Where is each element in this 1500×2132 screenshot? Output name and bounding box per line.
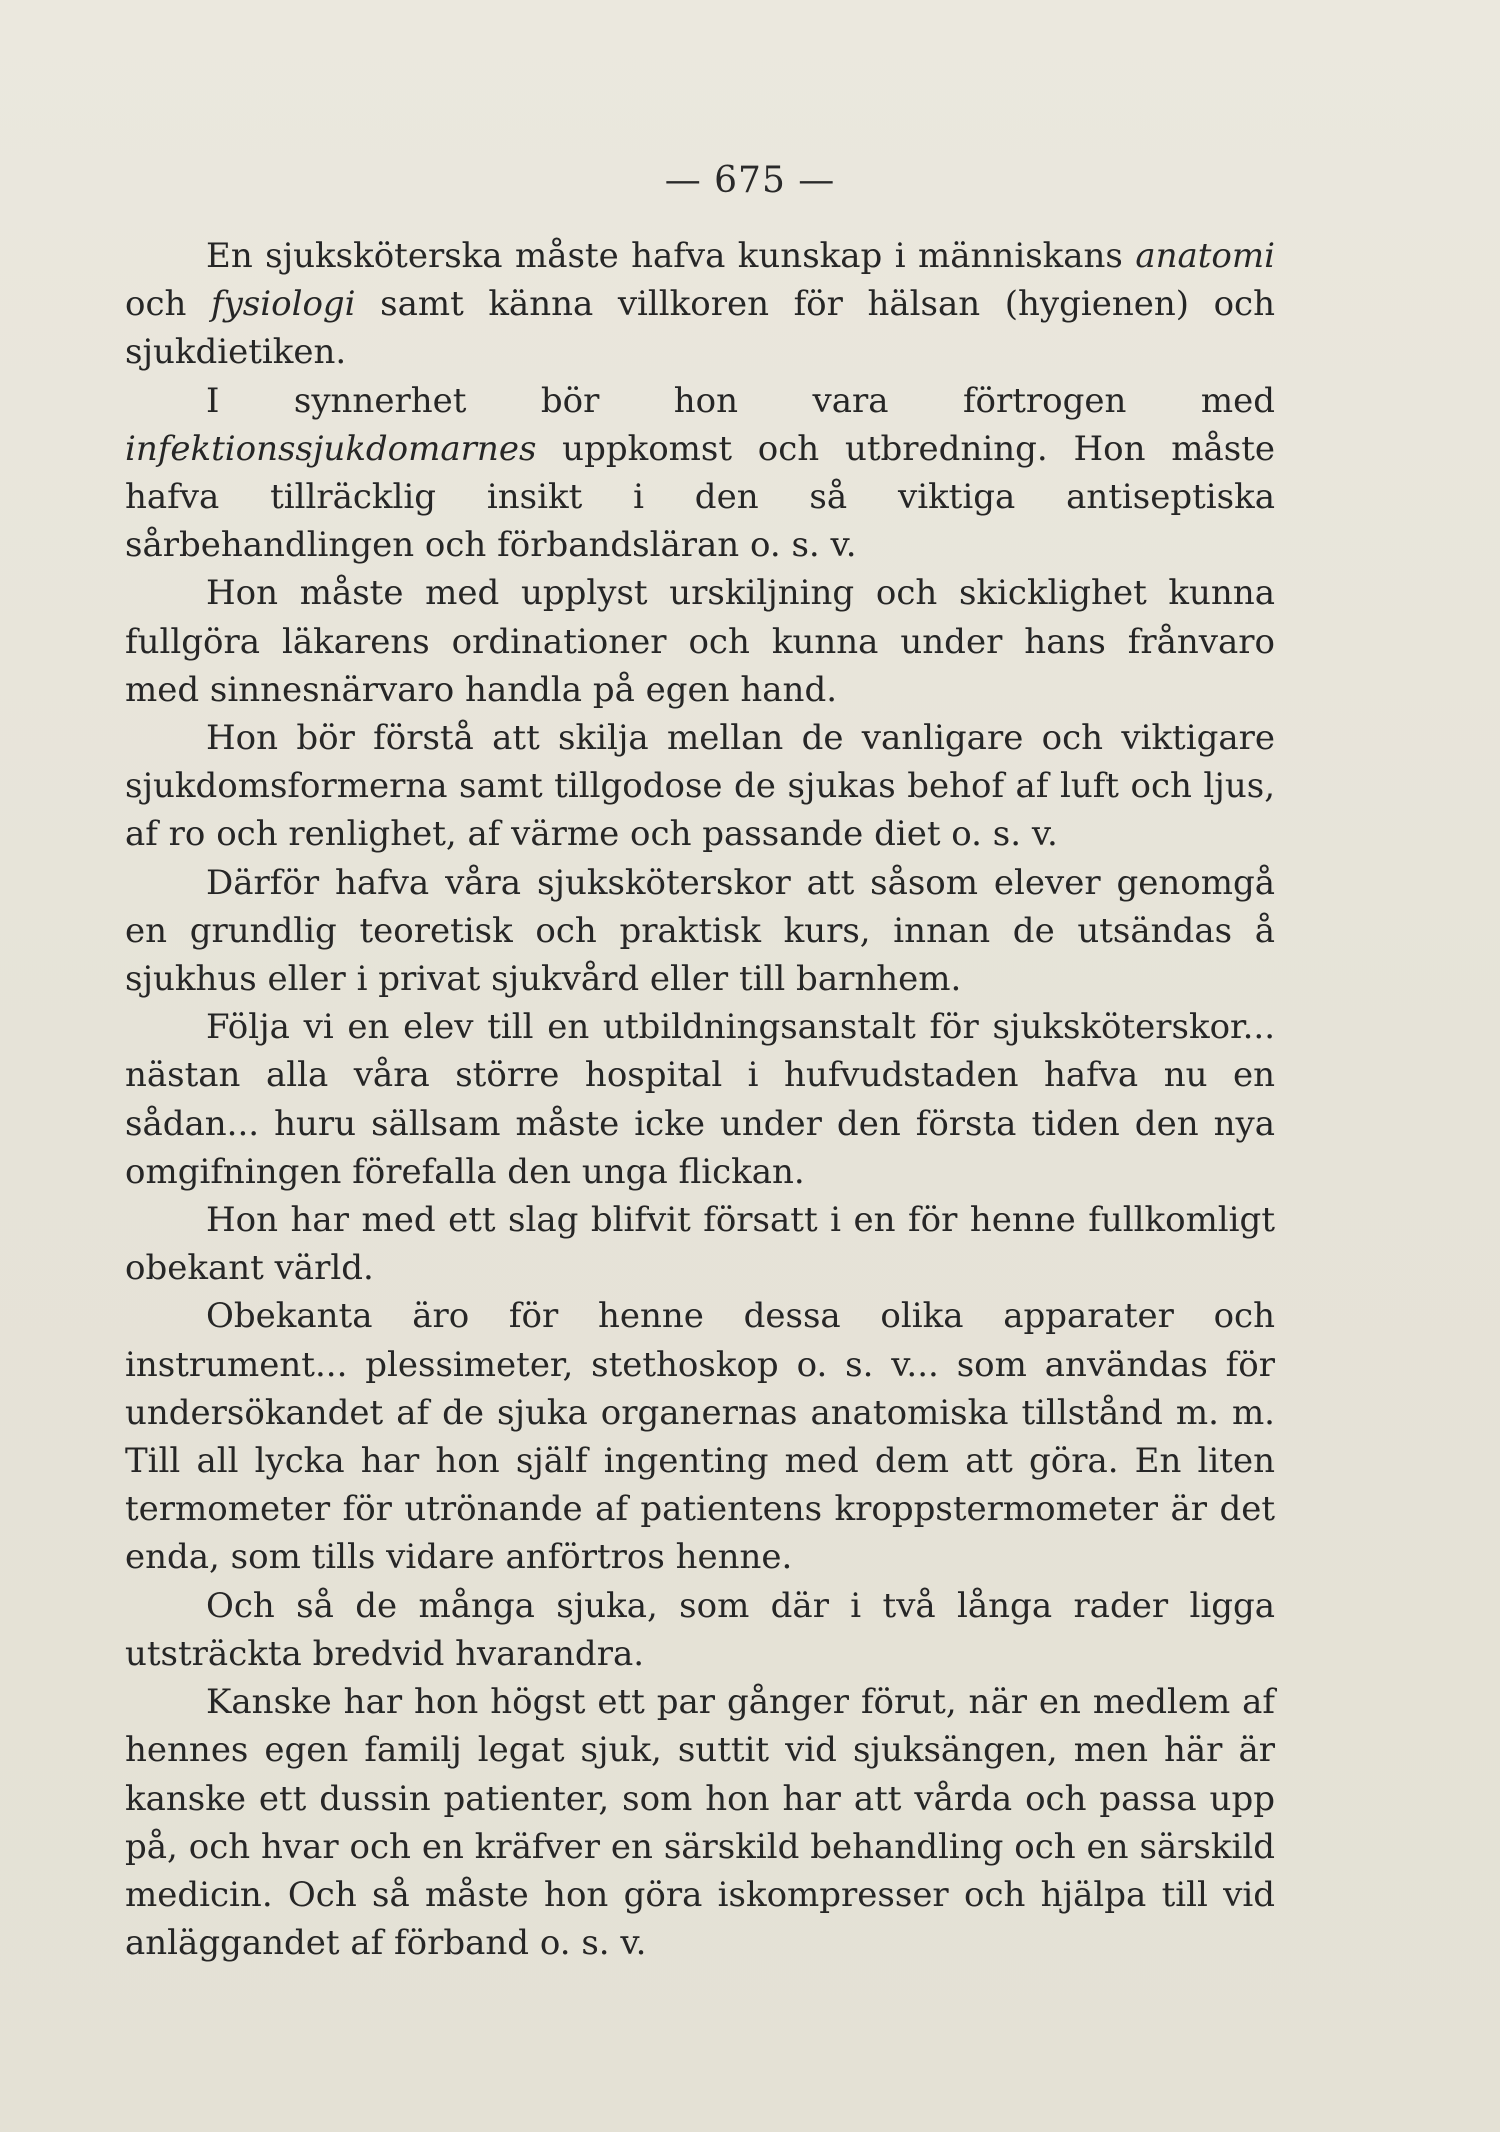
italic-term: infektionssjukdomarnes: [125, 428, 537, 469]
paragraph-text: och: [125, 284, 211, 325]
paragraph-text: Kanske har hon högst ett par gånger förut, när en medlem af hennes egen familj legat sjuk, suttit vid sjuksängen, men här är kanske ett dussin patienter, som hon har att vårda och passa upp på, och hvar och en kräfver en särskild behandling och en särskild medicin. Och så måste hon göra iskompresser och hjälpa till vid anläggandet af förband o. s. v.: [125, 1682, 1275, 1964]
paragraph-text: Följa vi en elev till en utbildningsanstalt för sjuksköterskor... nästan alla våra större hospital i hufvudstaden hafva nu en sådan... huru sällsam måste icke under den första tiden den nya omgifningen förefalla den unga flickan.: [125, 1007, 1275, 1192]
paragraph: [125, 232, 1275, 377]
paragraph: [125, 714, 1275, 859]
paragraph: [125, 569, 1275, 714]
paragraph-text: Därför hafva våra sjuksköterskor att såsom elever genomgå en grundlig teoretisk och praktisk kurs, innan de utsändas å sjukhus eller i privat sjukvård eller till barnhem.: [125, 862, 1275, 1000]
body-text: [125, 232, 1275, 1967]
italic-term: anatomi: [1135, 236, 1275, 276]
paragraph-text: Hon bör förstå att skilja mellan de vanligare och viktigare sjukdomsformerna samt tillgodose de sjukas behof af luft och ljus, af ro och renlighet, af värme och passande diet o. s. v.: [125, 718, 1275, 855]
paragraph-text: uppkomst och utbredning. Hon måste hafva tillräcklig insikt i den så viktiga antiseptiska sårbehandlingen och förbandsläran o. s. v.: [125, 428, 1275, 566]
paragraph-text: Obekanta äro för henne dessa olika apparater och instrument... plessimeter, stethoskop o. s. v... som användas för undersökandet af de sjuka organernas anatomiska tillstånd m. m. Till all lycka har hon själf ingenting med dem att göra. En liten termometer för utrönande af patientens kroppstermometer är det enda, som tills vidare anförtros henne.: [125, 1296, 1275, 1578]
paragraph-text: I synnerhet bör hon vara förtrogen med: [206, 380, 1275, 421]
paragraph: [125, 377, 1275, 570]
paragraph-text: Hon måste med upplyst urskiljning och skicklighet kunna fullgöra läkarens ordinationer och kunna under hans frånvaro med sinnesnärvaro handla på egen hand.: [125, 573, 1275, 710]
paragraph: [125, 1582, 1275, 1678]
italic-term: fysiologi: [210, 284, 356, 325]
paragraph-text: Och så de många sjuka, som där i två långa rader ligga utsträckta bredvid hvarandra.: [125, 1585, 1275, 1674]
paragraph: [125, 1678, 1275, 1967]
paragraph-text: samt känna villkoren för hälsan (hygienen) och sjukdietiken.: [125, 284, 1275, 373]
page-number: — 675 —: [664, 160, 836, 201]
paragraph: [125, 1003, 1275, 1196]
paragraph-text: En sjuksköterska måste hafva kunskap i människans: [206, 236, 1136, 276]
paragraph: [125, 1292, 1275, 1581]
paragraph: [125, 1196, 1275, 1292]
paragraph-text: Hon har med ett slag blifvit försatt i en för henne fullkomligt obekant värld.: [125, 1200, 1275, 1289]
paragraph: [125, 859, 1275, 1004]
